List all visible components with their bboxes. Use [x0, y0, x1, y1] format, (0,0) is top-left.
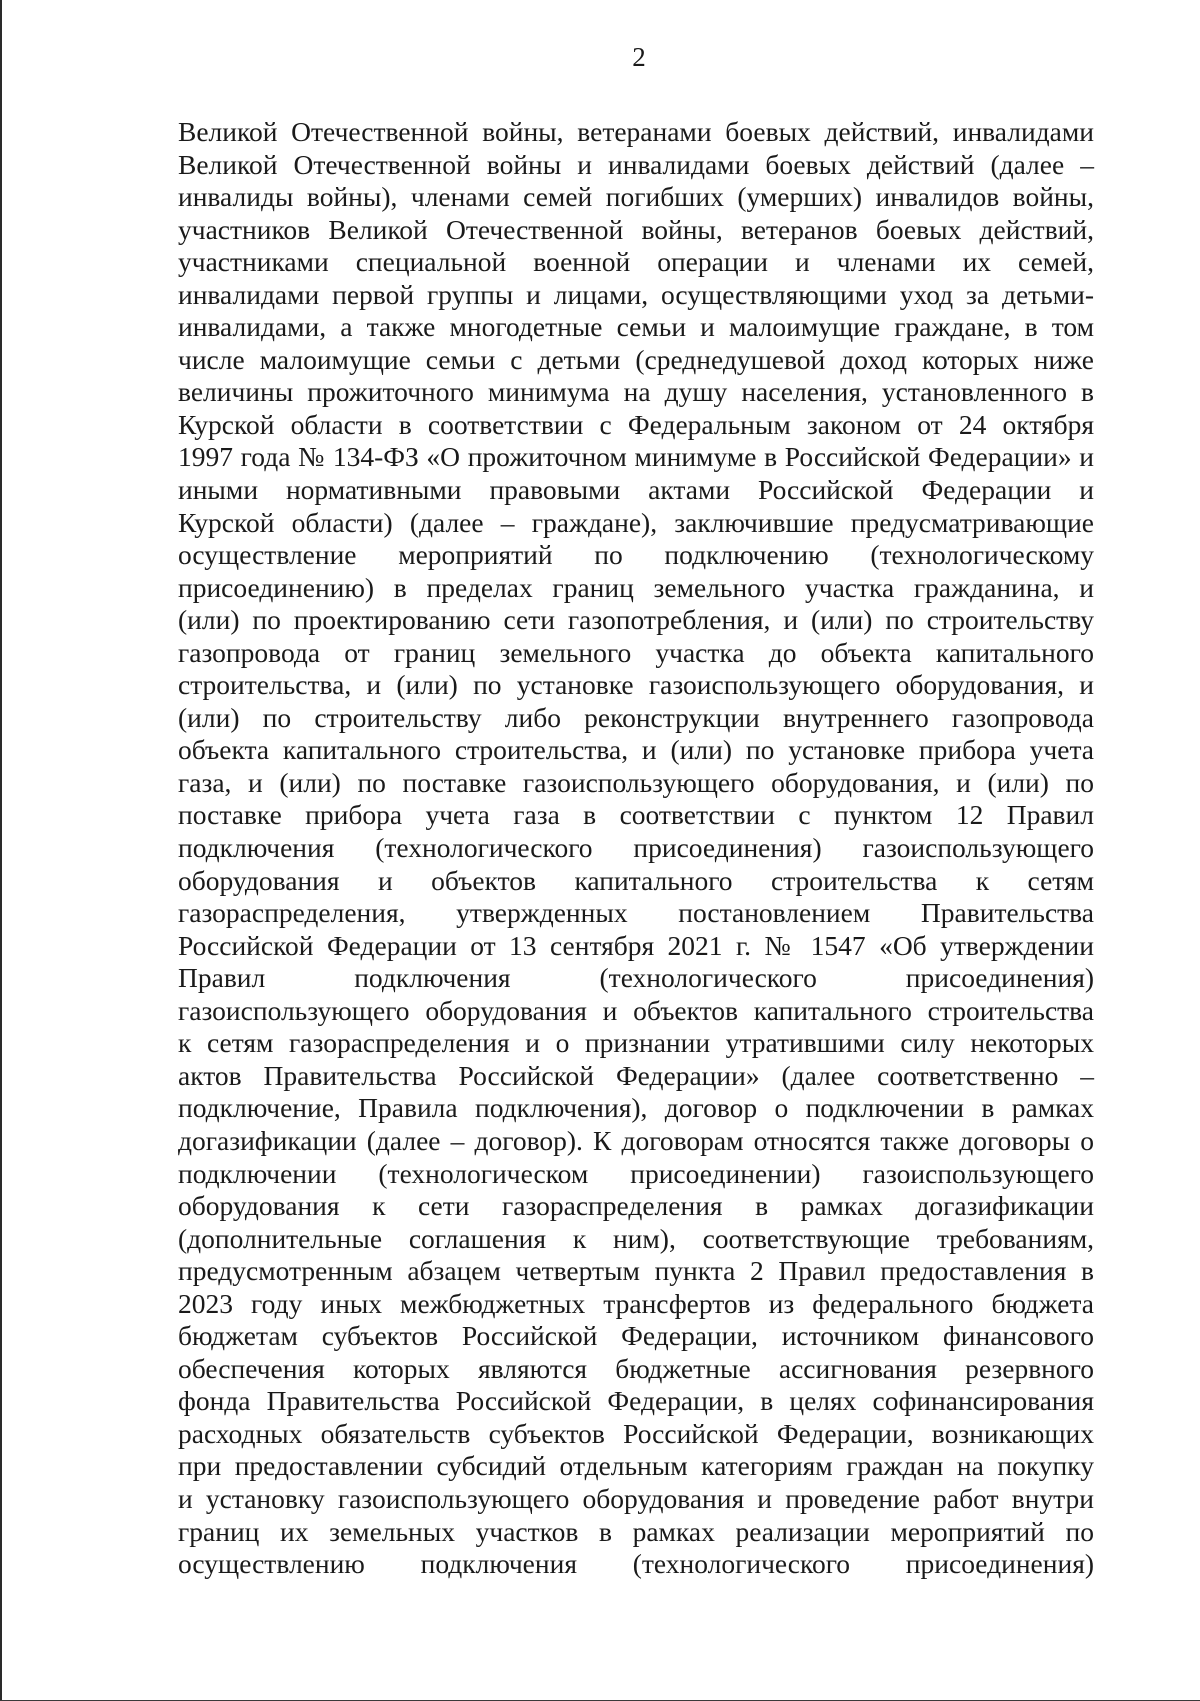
- text-line: газораспределения, утвержденных постановлением Правительства: [178, 897, 1094, 929]
- text-line: присоединению) в пределах границ земельного участка гражданина, и: [178, 571, 1094, 603]
- text-line: (или) по строительству либо реконструкции внутреннего газопровода: [178, 701, 1094, 733]
- text-line: Правил подключения (технологического присоединения): [178, 962, 1094, 994]
- text-line: инвалиды войны), членами семей погибших (умерших) инвалидов войны,: [178, 181, 1094, 213]
- text-line: Великой Отечественной войны и инвалидами боевых действий (далее –: [178, 148, 1094, 180]
- scan-edge-left: [0, 0, 2, 1701]
- text-line: подключении (технологическом присоединении) газоиспользующего: [178, 1157, 1094, 1189]
- text-line: оборудования и объектов капитального строительства к сетям: [178, 864, 1094, 896]
- text-line: актов Правительства Российской Федерации» (далее соответственно –: [178, 1059, 1094, 1091]
- text-line: участниками специальной военной операции и членами их семей,: [178, 246, 1094, 278]
- text-line: подключение, Правила подключения), договор о подключении в рамках: [178, 1092, 1094, 1124]
- text-line: фонда Правительства Российской Федерации, в целях софинансирования: [178, 1385, 1094, 1417]
- text-line: иными нормативными правовыми актами Российской Федерации и: [178, 474, 1094, 506]
- text-line: подключения (технологического присоединения) газоиспользующего: [178, 832, 1094, 864]
- text-line: предусмотренным абзацем четвертым пункта 2 Правил предоставления в: [178, 1255, 1094, 1287]
- text-line: газа, и (или) по поставке газоиспользующего оборудования, и (или) по: [178, 766, 1094, 798]
- text-line: Курской области в соответствии с Федеральным законом от 24 октября: [178, 408, 1094, 440]
- text-line: (дополнительные соглашения к ним), соответствующие требованиям,: [178, 1222, 1094, 1254]
- text-line: числе малоимущие семьи с детьми (среднедушевой доход которых ниже: [178, 343, 1094, 375]
- page-number: 2: [632, 42, 646, 72]
- text-line: величины прожиточного минимума на душу населения, установленного в: [178, 376, 1094, 408]
- text-line: газоиспользующего оборудования и объектов капитального строительства: [178, 994, 1094, 1026]
- text-line: Курской области) (далее – граждане), заключившие предусматривающие: [178, 506, 1094, 538]
- text-line: Великой Отечественной войны, ветеранами боевых действий, инвалидами: [178, 116, 1094, 147]
- text-line: 1997 года № 134-ФЗ «О прожиточном минимуме в Российской Федерации» и: [178, 441, 1094, 473]
- text-line: (или) по проектированию сети газопотребления, и (или) по строительству: [178, 604, 1094, 636]
- text-line: к сетям газораспределения и о признании утратившими силу некоторых: [178, 1027, 1094, 1059]
- text-line: газопровода от границ земельного участка до объекта капитального: [178, 636, 1094, 668]
- text-line: Российской Федерации от 13 сентября 2021 г. № 1547 «Об утверждении: [178, 929, 1094, 961]
- text-line: обеспечения которых являются бюджетные ассигнования резервного: [178, 1352, 1094, 1384]
- text-line: догазификации (далее – договор). К договорам относятся также договоры о: [178, 1124, 1094, 1156]
- text-line: при предоставлении субсидий отдельным категориям граждан на покупку: [178, 1450, 1094, 1482]
- text-line: участников Великой Отечественной войны, ветеранов боевых действий,: [178, 213, 1094, 245]
- text-line: инвалидами первой группы и лицами, осуществляющими уход за детьми-: [178, 278, 1094, 310]
- text-line: бюджетам субъектов Российской Федерации, источником финансового: [178, 1320, 1094, 1352]
- text-line: оборудования к сети газораспределения в рамках догазификации: [178, 1190, 1094, 1222]
- text-line: объекта капитального строительства, и (или) по установке прибора учета: [178, 734, 1094, 766]
- text-line: осуществлению подключения (технологического присоединения): [178, 1548, 1094, 1580]
- text-line: поставке прибора учета газа в соответствии с пунктом 12 Правил: [178, 799, 1094, 831]
- text-line: расходных обязательств субъектов Российской Федерации, возникающих: [178, 1417, 1094, 1449]
- text-line: и установку газоиспользующего оборудования и проведение работ внутри: [178, 1482, 1094, 1514]
- text-line: инвалидами, а также многодетные семьи и малоимущие граждане, в том: [178, 311, 1094, 343]
- text-line: осуществление мероприятий по подключению (технологическому: [178, 539, 1094, 571]
- text-line: строительства, и (или) по установке газоиспользующего оборудования, и: [178, 669, 1094, 701]
- body-text: [178, 116, 1094, 1581]
- text-line: границ их земельных участков в рамках реализации мероприятий по: [178, 1515, 1094, 1547]
- text-line: 2023 году иных межбюджетных трансфертов из федерального бюджета: [178, 1287, 1094, 1319]
